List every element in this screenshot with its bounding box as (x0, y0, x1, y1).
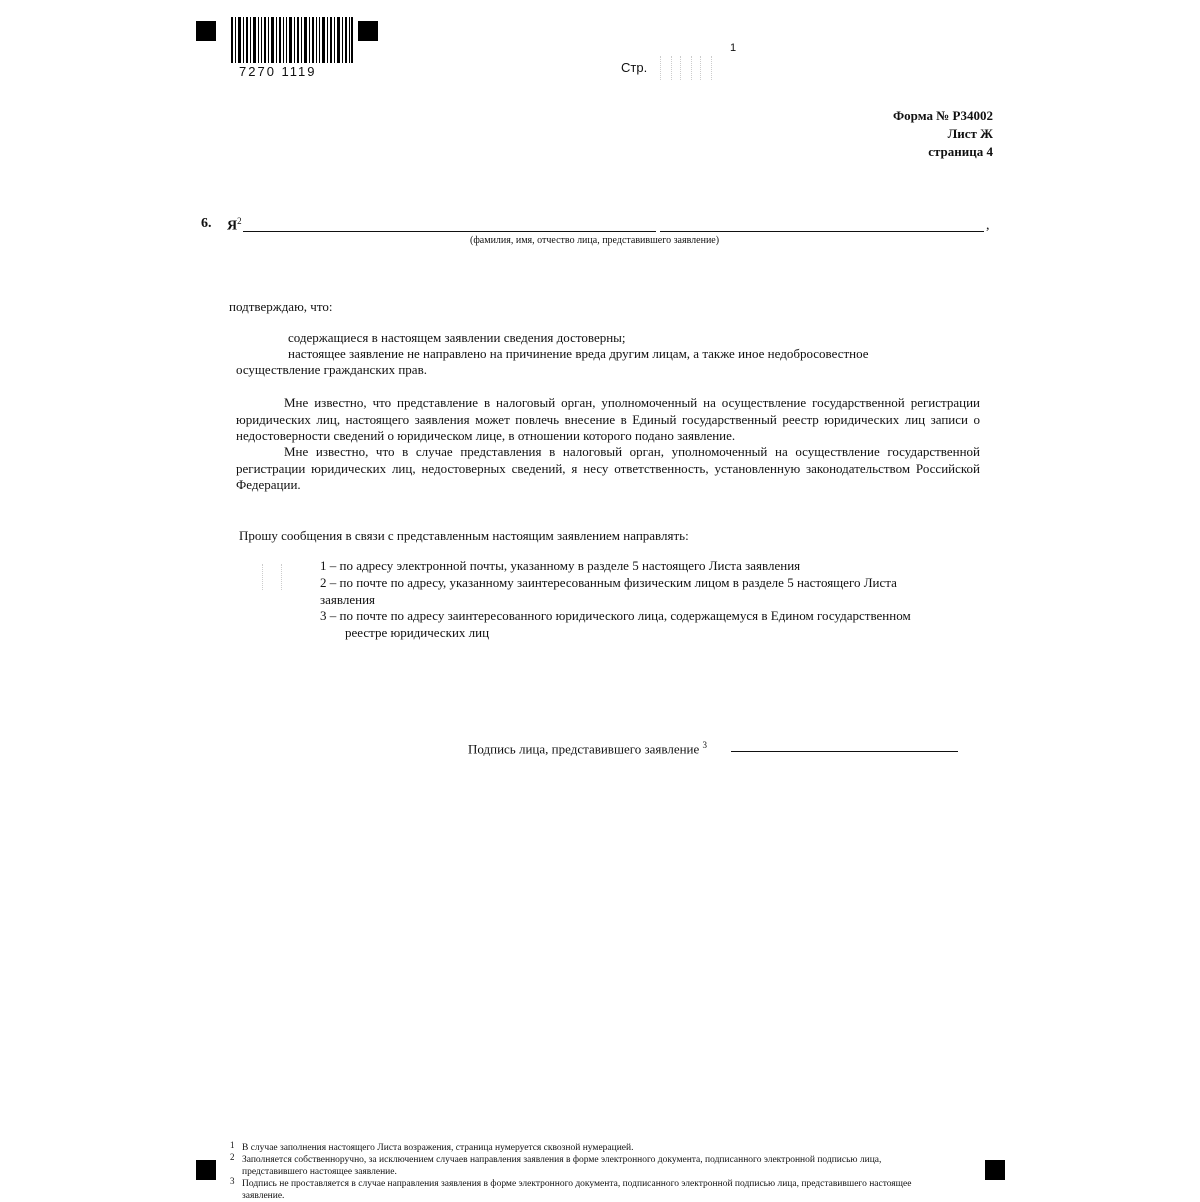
signature-footnote-ref: 3 (702, 740, 708, 750)
signature-label-text: Подпись лица, представившего заявление (468, 741, 700, 757)
sheet-label: Лист Ж (947, 126, 993, 141)
awareness-paragraph-2: Мне известно, что в случае представления в налоговый орган, уполномоченный на осуществление государственной регистрации юридических лиц, недостоверных сведений, я несу ответственность, установленную законодательством Российской Федерации. (236, 444, 980, 492)
page-number-cell[interactable] (660, 56, 672, 80)
footnote-1 (230, 1142, 940, 1154)
delivery-option-input[interactable] (262, 564, 282, 590)
page-number-cell[interactable] (700, 56, 712, 80)
section-number: 6. (201, 216, 212, 231)
signature-field[interactable] (731, 751, 958, 752)
delivery-option-2-cont: заявления (320, 592, 376, 607)
footnote-1-num: 1 (230, 1140, 235, 1150)
confirm-line-1: содержащиеся в настоящем заявлении сведения достоверны; (288, 330, 626, 345)
barcode-digits: 7270 1119 (239, 64, 317, 79)
corner-marker-top-right (358, 21, 378, 41)
confirm-line-2: настоящее заявление не направлено на причинение вреда другим лицам, а также иное недобросовестное (288, 346, 869, 361)
footnote-3-num: 3 (230, 1176, 235, 1186)
footnote-3 (230, 1178, 940, 1202)
confirm-line-2-cont: осуществление гражданских прав. (236, 362, 427, 377)
delivery-option-2: 2 – по почте по адресу, указанному заинтересованным физическим лицом в разделе 5 настоящего Листа (320, 575, 897, 590)
page-number-cell[interactable] (680, 56, 692, 80)
footnote-2 (230, 1154, 940, 1178)
full-name-caption: (фамилия, имя, отчество лица, представившего заявление) (470, 235, 720, 246)
confirm-intro: подтверждаю, что: (229, 299, 333, 314)
footnote-2-num: 2 (230, 1152, 235, 1162)
footnote-1-text: В случае заполнения настоящего Листа возражения, страница нумеруется сквозной нумерацией. (242, 1143, 634, 1153)
sheet-page: страница 4 (928, 144, 993, 159)
ya-footnote-ref: 2 (237, 216, 242, 226)
page-number-label: Стр. (621, 60, 648, 75)
delivery-option-3: 3 – по почте по адресу заинтересованного юридического лица, содержащемуся в Едином государственном (320, 608, 911, 623)
form-header (893, 107, 993, 161)
messages-intro: Прошу сообщения в связи с представленным настоящим заявлением направлять: (239, 528, 689, 543)
barcode-image (231, 17, 353, 63)
form-number: Форма № Р34002 (893, 108, 993, 123)
footnote-3-text: Подпись не проставляется в случае направления заявления в форме электронного документа, подписанного электронной подписью лица, представившего настоящее заявление. (242, 1179, 912, 1201)
delivery-option-3-cont: реестре юридических лиц (345, 625, 490, 640)
full-name-field-part2[interactable] (660, 231, 984, 232)
name-comma: , (986, 218, 990, 233)
full-name-field-part1[interactable] (243, 231, 656, 232)
delivery-option-1: 1 – по адресу электронной почты, указанному в разделе 5 настоящего Листа заявления (320, 558, 801, 573)
corner-marker-bottom-left (196, 1160, 216, 1180)
page-number-superscript: 1 (730, 42, 737, 54)
section-ya-label (227, 216, 242, 235)
ya-text: Я (227, 218, 238, 234)
signature-label (468, 737, 707, 758)
footnotes (230, 1142, 940, 1202)
corner-marker-bottom-right (985, 1160, 1005, 1180)
awareness-paragraph-1: Мне известно, что представление в налоговый орган, уполномоченный на осуществление государственной регистрации юридических лиц, настоящего заявления может повлечь внесение в Единый государственный реестр юридических лиц записи о недостоверности сведений о юридическом лице, в отношении которого подано заявление. (236, 395, 980, 443)
corner-marker-top-left (196, 21, 216, 41)
footnote-2-text: Заполняется собственноручно, за исключением случаев направления заявления в форме электронного документа, подписанного электронной подписью лица, представившего настоящее заявление. (242, 1155, 882, 1177)
